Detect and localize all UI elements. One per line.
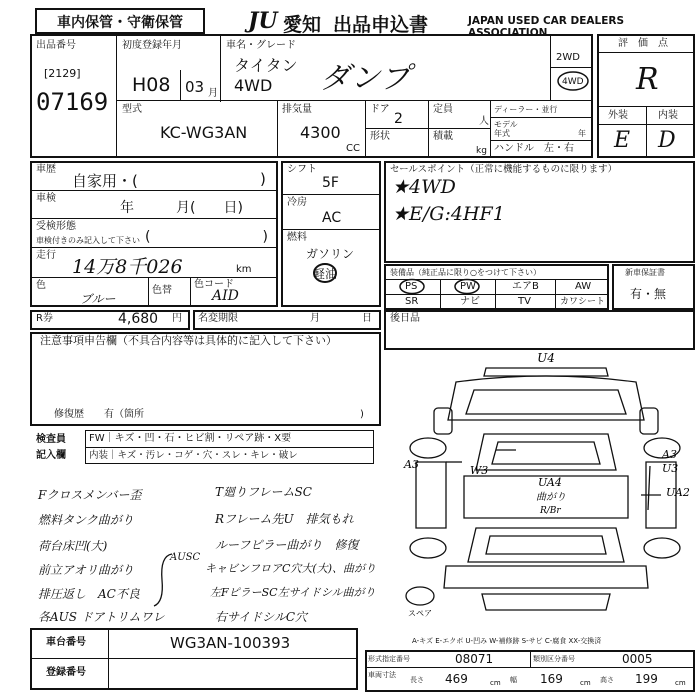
storage-badge	[35, 8, 205, 34]
diagram-legend: A-キズ E-エクボ U-凹み W-補修跡 S-サビ C-腐食 XX-交換済	[412, 637, 602, 645]
remark-2: 燃料タンク曲がり	[38, 513, 134, 527]
diagram-label-u4: U4	[537, 351, 555, 365]
load-label: 積載	[433, 131, 453, 142]
lot-small-number: [2129]	[44, 67, 81, 80]
association-name: JAPAN USED CAR DEALERS ASSOCIATION	[468, 15, 625, 39]
deadline-day: 日	[362, 313, 372, 324]
repair-label: 修復歴 有（箇所	[54, 409, 144, 420]
ju-logo: JU	[248, 8, 278, 34]
cooler-value: AC	[322, 210, 342, 226]
remark-side-note: AUSC	[170, 552, 201, 563]
drive-2wd: 2WD	[556, 52, 580, 63]
usage-label: 車歴	[36, 164, 56, 175]
tax-unit: 円	[172, 313, 182, 324]
mileage-value: 14万8千026	[72, 256, 183, 278]
fuel-circle-icon	[312, 262, 338, 284]
diagram-label-bend: 曲がり	[536, 492, 566, 503]
after-items-block	[384, 310, 695, 350]
equip-airbag: エアB	[512, 281, 539, 292]
diagram-label-w3: W3	[470, 464, 489, 477]
drive-4wd-circle-icon	[556, 70, 590, 92]
chassis-label: 車台番号	[46, 637, 86, 648]
fuel-label: 燃料	[287, 232, 307, 243]
lot-label: 出品番号	[36, 40, 76, 51]
repair-close: )	[360, 409, 364, 420]
remark-6: 各AUS ドアトリムワレ	[38, 610, 165, 624]
height-unit: cm	[675, 679, 686, 687]
equip-ps: PS	[405, 281, 418, 292]
diagram-label-a3-left: A3	[404, 458, 419, 471]
equipment-label: 装備品（純正品に限り○をつけて下さい）	[390, 268, 541, 277]
color-code-label: 色コード	[194, 279, 234, 290]
receipt-value: ( )	[145, 229, 268, 245]
height-label: 高さ	[600, 676, 614, 684]
fuel-diesel: 軽油	[313, 267, 338, 281]
tax-label: R券	[36, 313, 53, 324]
kind-label: 形式指定番号	[368, 655, 410, 663]
remark-1: Fクロスメンバー歪	[38, 488, 142, 502]
tax-block	[30, 310, 190, 330]
vehicle-body-type: ダンプ	[320, 61, 411, 96]
lot-number: 07169	[36, 88, 109, 116]
color-label: 色	[36, 280, 46, 291]
after-items-label: 後日品	[390, 313, 420, 324]
registration-month-unit: 月	[208, 88, 218, 99]
reg-number-label: 登録番号	[46, 667, 86, 678]
dealer-label: ディーラー・並行	[494, 105, 558, 114]
cooler-label: 冷房	[287, 197, 307, 208]
model-year-label-2: 年式	[494, 129, 510, 138]
selling-point-1: ★4WD	[392, 176, 456, 198]
diagram-label-a3-right: A3	[662, 448, 677, 461]
equip-sr: SR	[405, 296, 419, 307]
length-unit: cm	[490, 679, 501, 687]
doors-value: 2	[394, 111, 403, 127]
equip-power-seat: カワシート	[560, 297, 606, 307]
receipt-label: 受検形態	[36, 221, 76, 232]
notes-label: 注意事項申告欄（不具合内容等は具体的に記入して下さい）	[40, 334, 337, 347]
grade-score: R	[636, 62, 659, 97]
load-unit: kg	[476, 146, 487, 156]
diagram-label-u3: U3	[662, 462, 679, 475]
deadline-month: 月	[310, 313, 320, 324]
shift-label: シフト	[287, 164, 317, 175]
inspector-label-2: 記入欄	[36, 450, 66, 461]
remark-bracket-icon	[150, 550, 180, 610]
vehicle-name: タイタン	[234, 56, 298, 75]
capacity-label: 定員	[433, 104, 453, 115]
remark-7: T廻りフレームSC	[215, 485, 312, 499]
vehicle-name-label: 車名・グレード	[226, 40, 296, 51]
registration-month: 03	[185, 78, 205, 96]
cc-label: 排気量	[282, 104, 312, 115]
warranty-value: 有・無	[630, 287, 667, 301]
width-value: 169	[540, 672, 563, 686]
exterior-grade: E	[614, 128, 631, 153]
selling-points-label: セールスポイント（正常に機能するものに限ります）	[390, 164, 618, 175]
length-value: 469	[445, 672, 468, 686]
remark-10: キャビンフロアC穴大(大)、曲がり	[205, 562, 376, 575]
fw-row: FW｜キズ・凹・石・ヒビ割・リペア跡・X要	[89, 433, 292, 444]
diagram-label-rbr: R/Br	[540, 506, 561, 516]
remark-5: 排圧返し AC不良	[38, 587, 140, 601]
equip-navi: ナビ	[460, 296, 480, 307]
model-value: KC-WG3AN	[160, 123, 248, 142]
form-title: 出品申込書	[333, 14, 429, 36]
shift-value: 5F	[322, 175, 339, 191]
storage-badge-text: 車内保管・守衛保管	[57, 15, 183, 31]
color-value: ブルー	[80, 292, 116, 306]
chassis-value: WG3AN-100393	[170, 634, 291, 652]
tax-value: 4,680	[118, 311, 159, 327]
width-unit: cm	[580, 679, 591, 687]
shape-label: 形状	[370, 131, 390, 142]
usage-close: )	[260, 170, 266, 188]
fuel-gasoline: ガソリン	[306, 247, 355, 261]
capacity-unit: 人	[479, 116, 489, 127]
receipt-note: 車検付きのみ記入して下さい	[36, 236, 140, 245]
diagram-label-spare: スペア	[408, 609, 432, 618]
grade-label: 評 価 点	[618, 38, 668, 49]
car-damage-diagram	[386, 350, 695, 635]
drive-4wd: 4WD	[562, 77, 584, 87]
registration-era-year: H08	[132, 74, 171, 96]
remark-9: ルーフピラー曲がり 修復	[215, 538, 359, 552]
interior-row: 内装｜キズ・汚レ・コゲ・穴・スレ・キレ・破レ	[89, 450, 298, 461]
cc-unit: CC	[346, 143, 360, 154]
org-name: 愛知	[283, 14, 322, 36]
registration-label: 初度登録年月	[122, 40, 182, 51]
dims-label: 車両寸法	[368, 671, 396, 679]
diagram-label-ua2: UA2	[666, 486, 690, 499]
color-change-label: 色替	[152, 285, 172, 296]
class-value: 0005	[622, 652, 653, 666]
width-label: 幅	[510, 676, 517, 684]
vehicle-grade: 4WD	[234, 76, 273, 95]
deadline-label: 名変期限	[198, 313, 238, 324]
warranty-label: 新車保証書	[625, 268, 665, 277]
remark-4: 前立アオリ曲がり	[38, 563, 134, 577]
color-code-value: AID	[212, 288, 239, 304]
handle-label: ハンドル 左・右	[494, 143, 574, 154]
interior-grade: D	[658, 128, 676, 153]
exterior-label: 外装	[608, 110, 628, 121]
height-value: 199	[635, 672, 658, 686]
model-year-label: モデル	[494, 120, 518, 129]
equip-pw: PW	[460, 281, 476, 292]
model-year-unit: 年	[578, 129, 586, 138]
mileage-unit: km	[236, 264, 252, 275]
kind-value: 08071	[455, 652, 494, 666]
remark-12: 右サイドシルC穴	[215, 610, 308, 624]
class-label: 類別区分番号	[533, 655, 575, 663]
remark-11: 左FピラーSC左サイドシル曲がり	[210, 586, 376, 599]
equip-pw-circle-icon	[453, 278, 481, 295]
remark-8: Rフレーム先U 排気もれ	[215, 512, 354, 526]
inspection-label: 車検	[36, 193, 56, 204]
model-label: 型式	[122, 104, 142, 115]
usage-value: 自家用・(	[72, 172, 138, 190]
remark-3: 荷台床凹(大)	[38, 539, 108, 553]
interior-label: 内装	[658, 110, 678, 121]
equip-tv: TV	[518, 296, 531, 307]
mileage-label: 走行	[36, 250, 56, 261]
cc-value: 4300	[300, 123, 341, 142]
selling-point-2: ★E/G:4HF1	[392, 203, 505, 225]
equip-aw: AW	[575, 281, 592, 292]
equip-ps-circle-icon	[398, 278, 426, 295]
length-label: 長さ	[410, 676, 424, 684]
diagram-label-ua4: UA4	[538, 476, 562, 489]
inspector-label: 検査員	[36, 434, 66, 445]
inspection-value: 年 月( 日)	[120, 200, 243, 216]
doors-label: ドア	[370, 104, 390, 115]
